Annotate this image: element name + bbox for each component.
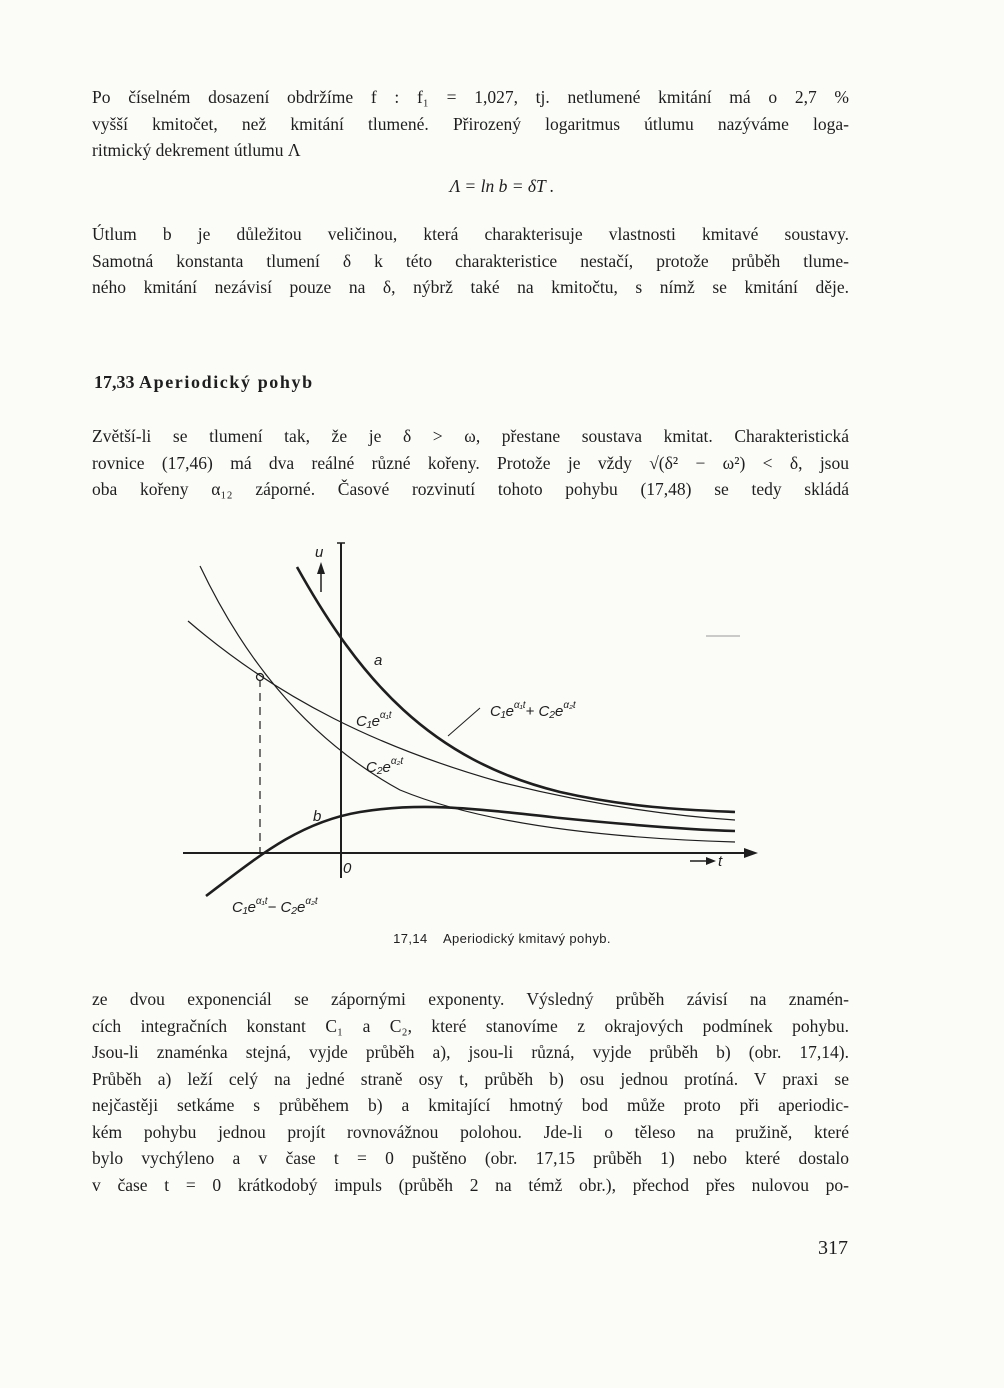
caption-text: Aperiodický kmitavý pohyb.	[442, 931, 611, 946]
label-sum-c1-base: C₁e	[490, 703, 514, 720]
text-line: ného kmitání nezávisí pouze na δ, nýbrž také na kmitočtu, s nímž se kmitání děje.	[92, 277, 849, 297]
text-line: Průběh a) leží celý na jedné straně osy t, průběh b) osu jednou protíná. V praxi se	[92, 1068, 849, 1089]
curve-a-label: a	[374, 652, 383, 669]
text-line: rovnice (17,46) má dva reálné různé kořeny. Protože je vždy √(δ² − ω²) < δ, jsou	[92, 452, 849, 473]
text-line: Samotná konstanta tlumení δ k této charakteristice nestačí, protože průběh tlume-	[92, 250, 849, 271]
curve-a-sum	[297, 567, 735, 812]
text-line: kém pohybu jednou projít rovnovážnou polohou. Jde-li o těleso na pružině, které	[92, 1121, 849, 1142]
label-diff-c1-exponent: α₁t	[255, 896, 268, 907]
label-c2-term	[366, 756, 404, 776]
text-line: Útlum b je důležitou veličinou, která charakterisuje vlastnosti kmitavé soustavy.	[92, 224, 849, 244]
curve-b-label: b	[313, 808, 322, 825]
figure-caption	[0, 931, 1004, 946]
formula-log-decrement: Λ = ln b = δT .	[449, 176, 555, 196]
text-line: Zvětší-li se tlumení tak, že je δ > ω, přestane soustava kmitat. Charakteristická	[92, 426, 849, 446]
text-line: cích integračních konstant C₁ a C₂, které stanovíme z okrajových podmínek pohybu.	[92, 1015, 849, 1036]
page-number: 317	[818, 1237, 848, 1259]
u-axis-label: u	[315, 544, 324, 561]
label-sum-c1-exponent: α₁t	[513, 700, 526, 711]
label-diff-c2-exponent: α₂t	[305, 896, 318, 907]
u-arrowhead	[317, 562, 325, 574]
t-axis-arrowhead	[744, 848, 758, 858]
text-line: Jsou-li znaménka stejná, vyjde průběh a), jsou-li různá, vyjde průběh b) (obr. 17,14).	[92, 1042, 849, 1062]
section-number: 17,33	[94, 372, 135, 392]
text-line: ritmický dekrement útlumu Λ	[92, 140, 301, 160]
t-axis-label: t	[718, 853, 723, 870]
label-diff-c1-base: C₁e	[232, 899, 256, 916]
label-sum-c2-exponent: α₂t	[563, 700, 576, 711]
text-line: Po číselném dosazení obdržíme f : f₁ = 1,027, tj. netlumené kmitání má o 2,7 %	[92, 87, 849, 107]
label-sum	[490, 700, 577, 720]
label-c1-exponent: α₁t	[379, 710, 392, 721]
text-line: vyšší kmitočet, než kmitání tlumené. Přirozený logaritmus útlumu nazýváme loga-	[92, 113, 849, 134]
origin-label: 0	[343, 860, 352, 877]
paragraph-exponentials	[92, 986, 849, 1198]
label-c1-base: C₁e	[356, 713, 380, 730]
leader-sum-label	[448, 708, 480, 736]
text-line: ze dvou exponenciál se zápornými exponenty. Výsledný průběh závisí na znamén-	[92, 989, 849, 1009]
label-c2-base: C₂e	[366, 759, 391, 776]
text-line: nejčastěji setkáme s průběhem b) a kmitající hmotný bod může proto při aperiodic-	[92, 1095, 849, 1115]
label-c2-exponent: α₂t	[390, 756, 404, 767]
label-c1-term	[356, 710, 393, 730]
curve-c2-exponential	[200, 566, 735, 842]
curve-c1-exponential	[188, 621, 735, 820]
curve-b-difference	[206, 807, 735, 896]
label-sum-plus-c2: + C₂e	[525, 703, 564, 720]
t-arrowhead	[706, 857, 716, 865]
text-line: oba kořeny α₁₂ záporné. Časové rozvinutí tohoto pohybu (17,48) se tedy skládá	[92, 479, 849, 499]
caption-number: 17,14	[393, 931, 428, 946]
label-difference	[232, 896, 319, 916]
label-diff-minus-c2: − C₂e	[267, 899, 306, 916]
text-line: v čase t = 0 krátkodobý impuls (průběh 2 na témž obr.), přechod přes nulovou po-	[92, 1174, 849, 1195]
text-line: bylo vychýleno a v čase t = 0 puštěno (obr. 17,15 průběh 1) nebo které dostalo	[92, 1148, 849, 1168]
section-title: Aperiodický pohyb	[139, 372, 314, 392]
